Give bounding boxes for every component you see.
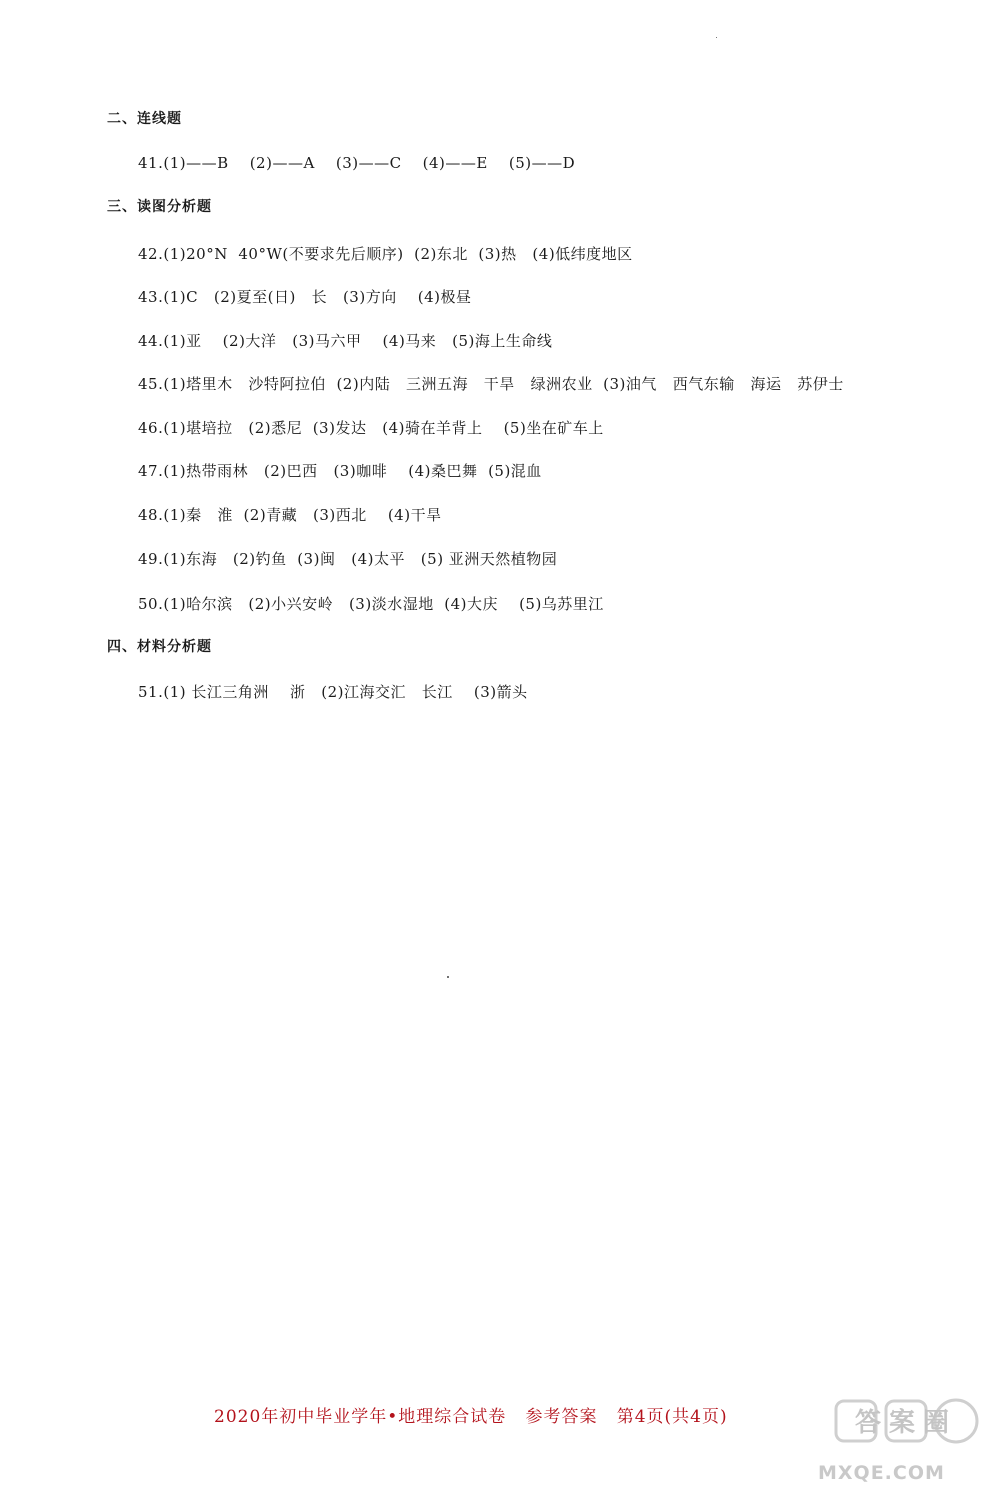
answer-46: 46.(1)堪培拉 (2)悉尼 (3)发达 (4)骑在羊背上 (5)坐在矿车上 — [138, 419, 604, 437]
answer-47: 47.(1)热带雨林 (2)巴西 (3)咖啡 (4)桑巴舞 (5)混血 — [138, 462, 542, 480]
answer-48: 48.(1)秦 淮 (2)青藏 (3)西北 (4)干旱 — [138, 506, 442, 524]
section-heading-matching: 二、连线题 — [107, 111, 182, 127]
answer-51: 51.(1) 长江三角洲 浙 (2)江海交汇 长江 (3)箭头 — [138, 683, 528, 701]
answer-50: 50.(1)哈尔滨 (2)小兴安岭 (3)淡水湿地 (4)大庆 (5)乌苏里江 — [138, 595, 604, 613]
answer-49: 49.(1)东海 (2)钓鱼 (3)闽 (4)太平 (5) 亚洲天然植物园 — [138, 550, 558, 568]
answer-41: 41.(1)——B (2)——A (3)——C (4)——E (5)——D — [138, 154, 576, 172]
watermark-logo-text: 答案圈 — [854, 1408, 958, 1438]
watermark-url: MXQE.COM — [818, 1462, 945, 1484]
scan-speck — [716, 37, 717, 38]
answer-42: 42.(1)20°N 40°W(不要求先后顺序) (2)东北 (3)热 (4)低纬度地区 — [138, 245, 633, 263]
page-footer: 2020年初中毕业学年•地理综合试卷 参考答案 第4页(共4页) — [214, 1407, 728, 1427]
answer-44: 44.(1)亚 (2)大洋 (3)马六甲 (4)马来 (5)海上生命线 — [138, 332, 553, 350]
section-heading-map-analysis: 三、读图分析题 — [107, 199, 212, 215]
answer-43: 43.(1)C (2)夏至(日) 长 (3)方向 (4)极昼 — [138, 288, 472, 306]
section-heading-material-analysis: 四、材料分析题 — [107, 639, 212, 655]
scan-speck — [447, 976, 449, 978]
answer-45: 45.(1)塔里木 沙特阿拉伯 (2)内陆 三洲五海 干旱 绿洲农业 (3)油气 西气东输 海运 苏伊士 — [138, 375, 844, 393]
